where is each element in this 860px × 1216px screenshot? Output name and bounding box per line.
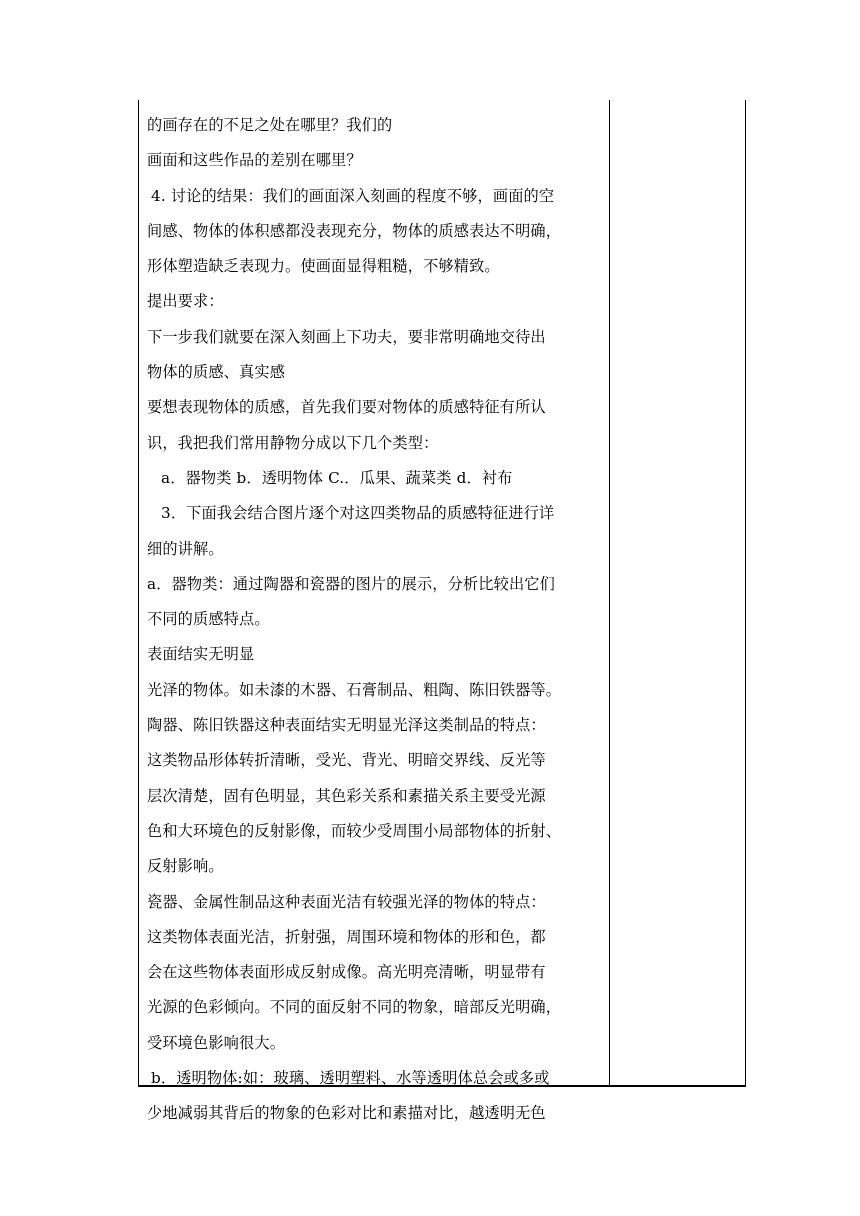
text-line: b．透明物体:如：玻璃、透明塑料、水等透明体总会或多或: [151, 1069, 550, 1088]
text-line: 少地减弱其背后的物象的色彩对比和素描对比，越透明无色: [147, 1104, 546, 1123]
table-column-divider: [609, 100, 610, 1087]
table-left-border: [138, 100, 139, 1087]
text-line: 光泽的物体。如未漆的木器、石膏制品、粗陶、陈旧铁器等。: [147, 680, 562, 699]
text-line: 的画存在的不足之处在哪里？我们的: [147, 116, 393, 134]
text-line: 层次清楚，固有色明显，其色彩关系和素描关系主要受光源: [147, 786, 546, 805]
text-line: 细的讲解。: [147, 539, 224, 558]
table-right-border: [745, 100, 746, 1087]
lesson-table: [138, 100, 746, 1123]
text-line: 陶器、陈旧铁器这种表面结实无明显光泽这类制品的特点：: [147, 716, 546, 735]
text-line: 会在这些物体表面形成反射成像。高光明亮清晰，明显带有: [147, 963, 546, 982]
text-line: 这类物品形体转折清晰，受光、背光、明暗交界线、反光等: [147, 751, 546, 770]
text-line: 下一步我们就要在深入刻画上下功夫，要非常明确地交待出: [147, 327, 546, 346]
text-line: 要想表现物体的质感，首先我们要对物体的质感特征有所认: [147, 398, 546, 417]
text-line: 光源的色彩倾向。不同的面反射不同的物象，暗部反光明确，: [147, 998, 562, 1017]
text-line: 表面结实无明显: [147, 645, 255, 664]
text-line: 识，我把我们常用静物分成以下几个类型：: [147, 433, 439, 452]
text-line: 提出要求：: [147, 292, 224, 311]
text-line: 4. 讨论的结果：我们的画面深入刻画的程度不够，画面的空: [151, 186, 555, 205]
text-line: 3．下面我会结合图片逐个对这四类物品的质感特征进行详: [161, 504, 555, 523]
text-line: 不同的质感特点。: [147, 610, 270, 629]
text-line: 反射影响。: [147, 857, 224, 876]
text-line: 物体的质感、真实感: [147, 363, 286, 382]
text-line: 受环境色影响很大。: [147, 1033, 286, 1052]
text-line: 画面和这些作品的差别在哪里？: [147, 151, 362, 170]
text-line: 形体塑造缺乏表现力。使画面显得粗糙，不够精致。: [147, 257, 500, 276]
text-line: a．器物类：通过陶器和瓷器的图片的展示，分析比较出它们: [147, 574, 555, 593]
text-line: 间感、物体的体积感都没表现充分，物体的质感表达不明确，: [147, 221, 562, 240]
text-line: 色和大环境色的反射影像，而较少受周围小局部物体的折射、: [147, 821, 562, 840]
text-line: 瓷器、金属性制品这种表面光洁有较强光泽的物体的特点：: [147, 892, 546, 911]
lesson-content-cell: [147, 108, 602, 1132]
text-line: a．器物类 b．透明物体 C.．瓜果、蔬菜类 d．衬布: [161, 468, 513, 487]
text-line: 这类物体表面光洁，折射强，周围环境和物体的形和色，都: [147, 927, 546, 946]
